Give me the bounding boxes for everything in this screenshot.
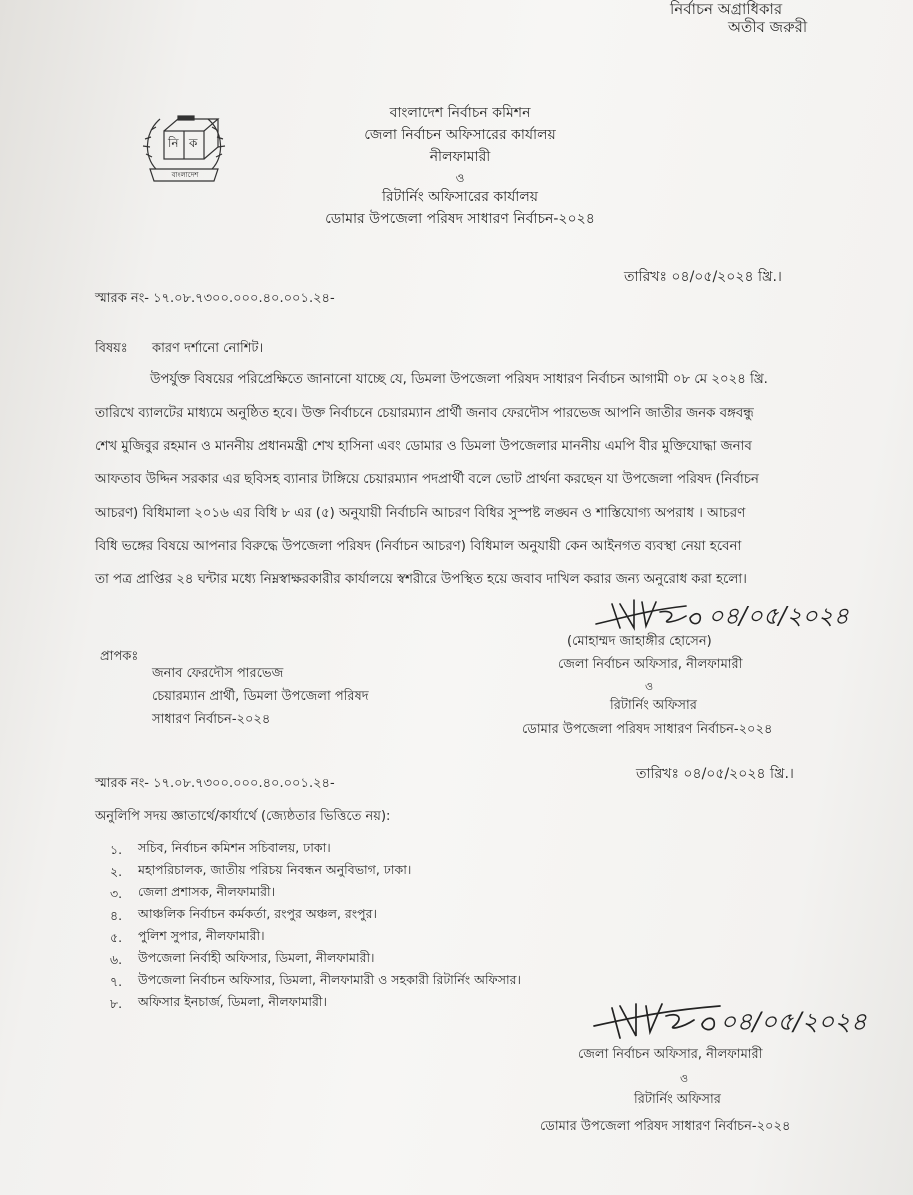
signatory2-and: ও	[680, 1072, 689, 1085]
signatory-and-1: ও	[645, 680, 654, 693]
copy-item-number: ২.	[110, 864, 123, 879]
copy-item: জেলা প্রশাসক, নীলফামারী।	[138, 884, 276, 899]
copy-item-number: ৮.	[110, 996, 123, 1011]
memo-number-top: স্মারক নং- ১৭.০৮.৭৩০০.০০০.৪০.০০১.২৪-	[95, 291, 335, 306]
signatory-name: (মোহাম্মদ জাহাঙ্গীর হোসেন)	[567, 634, 712, 649]
signatory-title-1: জেলা নির্বাচন অফিসার, নীলফামারী	[558, 657, 743, 672]
header-office: জেলা নির্বাচন অফিসারের কার্যালয়	[364, 127, 556, 143]
subject-text: কারণ দর্শানো নোশিট।	[152, 341, 264, 356]
header-and: ও	[455, 171, 465, 185]
body-line-7: তা পত্র প্রাপ্তির ২৪ ঘন্টার মধ্যে নিম্নস্বাক্ষরকারীর কার্যালয়ে স্বশরীরে উপস্থিত হয়ে জবাব দাখিল করার জন্য অনুরোধ করা হলো।	[95, 572, 747, 587]
memo-number-bottom: স্মারক নং- ১৭.০৮.৭৩০০.০০০.৪০.০০১.২৪-	[95, 776, 335, 791]
copy-item: পুলিশ সুপার, নীলফামারী।	[138, 928, 265, 943]
body-line-2: তারিখে ব্যালটের মাধ্যমে অনুষ্ঠিত হবে। উক্ত নির্বাচনে চেয়ারম্যান প্রার্থী জনাব ফেরদৌস পারভেজ আপনি জাতীর জনক বঙ্গবন্ধু	[95, 406, 754, 421]
subject-label: বিষয়ঃ	[95, 341, 128, 356]
copy-item: আঞ্চলিক নির্বাচন কর্মকর্তা, রংপুর অঞ্চল, রংপুর।	[138, 906, 377, 921]
priority-note: নির্বাচন অগ্রাধিকার	[670, 0, 783, 18]
copy-item-number: ৫.	[110, 930, 123, 945]
copy-item: উপজেলা নির্বাহী অফিসার, ডিমলা, নীলফামারী।	[138, 950, 375, 965]
copy-item-number: ৩.	[110, 886, 123, 901]
copy-item: মহাপরিচালক, জাতীয় পরিচয় নিবন্ধন অনুবিভাগ, ঢাকা।	[138, 862, 412, 877]
handwritten-date-2: ০৪/০৫/২০২৪	[720, 1007, 867, 1036]
body-line-3: শেখ মুজিবুর রহমান ও মাননীয় প্রধানমন্ত্রী শেখ হাসিনা এবং ডোমার ও ডিমলা উপজেলার মাননীয় এমপি বীর মুক্তিযোদ্ধা জনাব	[95, 439, 752, 454]
copy-item-number: ৬.	[110, 952, 123, 967]
signatory-title-3: ডোমার উপজেলা পরিষদ সাধারণ নির্বাচন-২০২৪	[522, 722, 773, 737]
date-bottom: তারিখঃ ০৪/০৫/২০২৪ খ্রি.।	[636, 766, 794, 782]
copy-item: উপজেলা নির্বাচন অফিসার, ডিমলা, নীলফামারী ও সহকারী রিটার্নিং অফিসার।	[138, 972, 521, 987]
signatory2-title-2: রিটার্নিং অফিসার	[634, 1092, 721, 1107]
body-line-6: বিধি ভঙ্গের বিষয়ে আপনার বিরুদ্ধে উপজেলা পরিষদ (নির্বাচন আচরণ) বিধিমাল অনুযায়ী কেন আইনগত ব্যবস্থা নেয়া হবেনা	[95, 539, 742, 554]
copy-item-number: ১.	[110, 842, 123, 857]
body-line-5: আচরণ) বিধিমালা ২০১৬ এর বিধি ৮ এর (৫) অনুযায়ী নির্বাচনি আচরণ বিধির সুস্পষ্ট লঙ্ঘন ও শাস্তিযোগ্য অপরাধ । আচরণ	[95, 506, 746, 521]
handwritten-date-1: ০৪/০৫/২০২৪	[708, 602, 849, 630]
header-election: ডোমার উপজেলা পরিষদ সাধারণ নির্বাচন-২০২৪	[325, 211, 595, 227]
recipient-role: চেয়ারম্যান প্রার্থী, ডিমলা উপজেলা পরিষদ	[152, 689, 369, 704]
body-line-4: আফতাব উদ্দিন সরকার এর ছবিসহ ব্যানার টাঙ্গিয়ে চেয়ারম্যান পদপ্রার্থী বলে ভোট প্রার্থনা করছেন যা উপজেলা পরিষদ (নির্বাচন	[95, 472, 759, 487]
logo-box-left-text: নি	[168, 136, 179, 150]
logo-banner-text: বাংলাদেশ	[171, 171, 199, 179]
header-commission: বাংলাদেশ নির্বাচন কমিশন	[389, 105, 531, 121]
handwritten-signature-2	[590, 990, 910, 1050]
copy-item: সচিব, নির্বাচন কমিশন সচিবালয়, ঢাকা।	[138, 840, 331, 855]
election-commission-logo	[138, 107, 230, 189]
header-returning-office: রিটার্নিং অফিসারের কার্যালয়	[381, 189, 539, 205]
logo-box-right-text: ক	[189, 136, 198, 150]
recipient-name: জনাব ফেরদৌস পারভেজ	[152, 666, 284, 681]
copy-item-number: ৭.	[110, 974, 123, 989]
signatory2-title-1: জেলা নির্বাচন অফিসার, নীলফামারী	[578, 1047, 763, 1062]
body-line-1: উপর্যুক্ত বিষয়ের পরিপ্রেক্ষিতে জানানো যাচ্ছে যে, ডিমলা উপজেলা পরিষদ সাধারণ নির্বাচন আগামী ০৮ মে ২০২৪ খ্রি.	[150, 372, 768, 387]
signatory2-title-3: ডোমার উপজেলা পরিষদ সাধারণ নির্বাচন-২০২৪	[540, 1119, 791, 1134]
copy-item: অফিসার ইনচার্জ, ডিমলা, নীলফামারী।	[138, 994, 327, 1009]
recipient-election: সাধারণ নির্বাচন-২০২৪	[152, 712, 271, 727]
recipient-label: প্রাপকঃ	[100, 649, 139, 664]
copy-heading: অনুলিপি সদয় জ্ঞাতার্থে/কার্যার্থে (জ্যেষ্ঠতার ভিত্তিতে নয়):	[95, 809, 391, 824]
copy-item-number: ৪.	[110, 908, 123, 923]
signatory-title-2: রিটার্নিং অফিসার	[610, 698, 697, 713]
date-top: তারিখঃ ০৪/০৫/২০২৪ খ্রি.।	[624, 269, 782, 285]
header-district: নীলফামারী	[429, 149, 491, 165]
urgent-note: অতীব জরুরী	[728, 18, 808, 36]
